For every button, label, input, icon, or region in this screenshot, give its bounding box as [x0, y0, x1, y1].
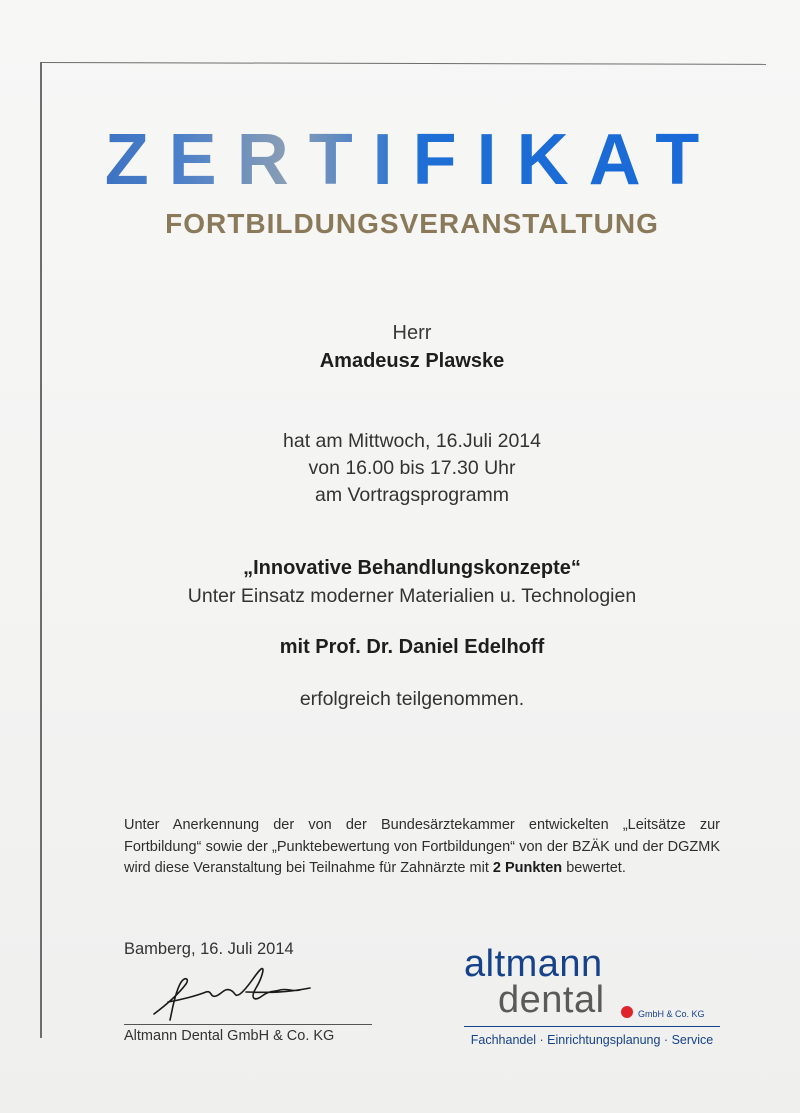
place-date: Bamberg, 16. Juli 2014 [124, 940, 294, 958]
logo-divider [464, 1026, 720, 1027]
completion-text: erfolgreich teilgenommen. [299, 688, 525, 710]
logo-word-altmann: altmann [464, 943, 603, 985]
signature [150, 962, 320, 1024]
logo-legal-form: GmbH & Co. KG [638, 1009, 705, 1019]
recognition-text: Unter Anerkennung der von der Bundesärztekammer entwickelten „Leitsätze zur Fortbildung“ sowie der „Punktebewertung von Fortbildungen“ von der BZÄK und der DGZMK wird diese Veranstaltung bei Teilnahme für Zahnärzte mit [124, 817, 720, 876]
recognition-note [124, 815, 720, 880]
course-subtitle: Unter Einsatz moderner Materialien u. Technologien [187, 585, 637, 607]
frame-top-line [40, 62, 766, 65]
course-title: „Innovative Behandlungskonzepte“ [243, 557, 581, 579]
logo-red-dot-icon [621, 1006, 633, 1018]
logo-services: Fachhandel · Einrichtungsplanung · Service [470, 1033, 714, 1047]
certificate-subtitle: FORTBILDUNGSVERANSTALTUNG [165, 208, 659, 239]
program-line: am Vortragsprogramm [315, 484, 509, 506]
date-line: hat am Mittwoch, 16.Juli 2014 [283, 430, 541, 452]
recognition-text-end: bewertet. [566, 860, 626, 876]
presenter: mit Prof. Dr. Daniel Edelhoff [279, 636, 545, 658]
time-line: von 16.00 bis 17.30 Uhr [308, 457, 516, 479]
recognition-points: 2 Punkten [492, 860, 563, 876]
logo-word-dental: dental [498, 979, 605, 1021]
certificate-title: ZERTIFIKAT [0, 120, 800, 200]
salutation: Herr [392, 322, 432, 344]
signature-line [124, 1024, 372, 1025]
signer-company: Altmann Dental GmbH & Co. KG [124, 1028, 335, 1044]
recipient-name: Amadeusz Plawske [319, 350, 505, 372]
